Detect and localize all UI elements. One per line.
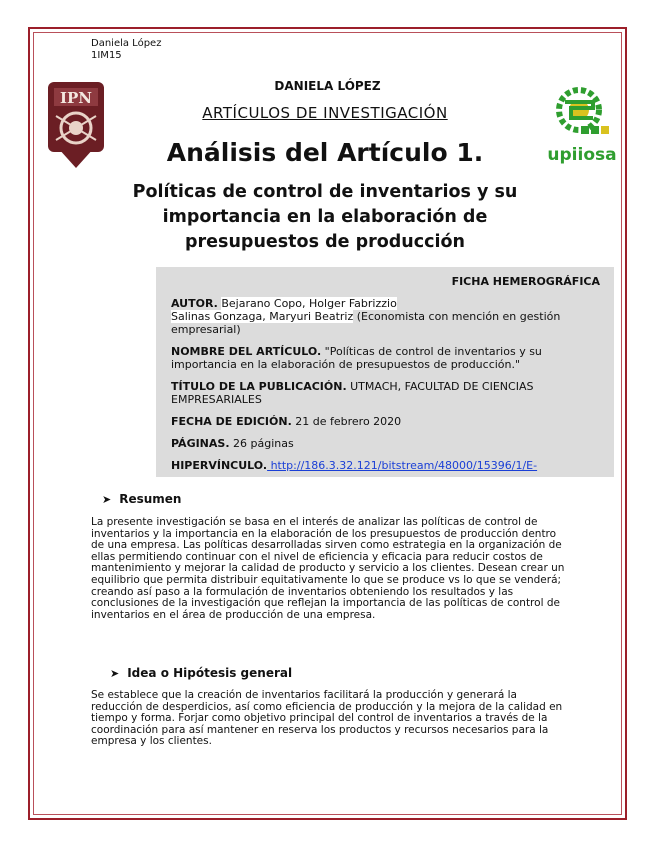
ficha-hipervinculo-label: HIPERVÍNCULO. xyxy=(171,459,268,472)
ficha-fecha-label: FECHA DE EDICIÓN. xyxy=(171,415,292,428)
ficha-fecha-value: 21 de febrero 2020 xyxy=(291,415,402,428)
arrow-bullet-icon: ➤ xyxy=(102,493,112,506)
article-subtitle: Políticas de control de inventarios y su importancia en la elaboración de presupuestos de producción xyxy=(132,182,518,252)
ficha-hemerografica-box xyxy=(156,267,614,477)
svg-text:IPN: IPN xyxy=(59,89,93,107)
ficha-autor-label: AUTOR. xyxy=(171,297,218,310)
author-group: 1IM15 xyxy=(91,50,122,61)
ficha-autor xyxy=(171,297,601,336)
idea-heading-text: Idea o Hipótesis general xyxy=(127,666,293,680)
ficha-hipervinculo xyxy=(171,459,601,472)
svg-text:upiiosa: upiiosa xyxy=(547,145,617,165)
idea-paragraph: Se establece que la creación de inventarios facilitará la producción y generará la reducción de desperdicios, así como eficiencia de producción y la mejora de la calidad en tiempo y forma. Forjar como objetivo principal del control de inventarios a través de la coordinación para así mantener en reserva los productos y recursos necesarios para la empresa y los clientes. xyxy=(91,689,563,748)
ficha-titulo-value: UTMACH, FACULTAD DE CIENCIAS EMPRESARIALES xyxy=(171,380,534,406)
student-name-heading: DANIELA LÓPEZ xyxy=(274,79,381,93)
ficha-paginas-label: PÁGINAS. xyxy=(171,437,230,450)
resumen-heading-text: Resumen xyxy=(119,492,182,506)
ficha-fecha xyxy=(171,415,601,428)
ficha-autor-value-2: Salinas Gonzaga, Maryuri Beatriz xyxy=(171,310,354,323)
section-title-text: ARTÍCULOS DE INVESTIGACIÓN xyxy=(202,104,448,122)
ficha-nombre xyxy=(171,345,601,371)
author-header xyxy=(91,38,161,62)
resumen-heading xyxy=(102,492,181,506)
ficha-nombre-label: NOMBRE DEL ARTÍCULO. xyxy=(171,345,322,358)
author-name: Daniela López xyxy=(91,38,162,49)
section-title xyxy=(0,104,650,122)
ficha-autor-value-1: Bejarano Copo, Holger Fabrizzio xyxy=(221,297,397,310)
ficha-titulo xyxy=(171,380,601,406)
ficha-nombre-value: "Políticas de control de inventarios y su importancia en la elaboración de presupuestos de producción." xyxy=(171,345,542,371)
ficha-paginas-value: 26 páginas xyxy=(229,437,294,450)
main-title: Análisis del Artículo 1. xyxy=(166,138,484,167)
resumen-paragraph: La presente investigación se basa en el interés de analizar las políticas de control de inventarios y la importancia en la elaboración de los presupuestos de producción dentro de una empresa. Las políticas desarrolladas sirven como estrategia en la organización de ellas permitiendo continuar con el nivel de eficiencia y eficacia para reducir costos de mantenimiento y mejorar la calidad de producto y servicio a los clientes. Desean crear un equilibrio que permita distribuir equitativamente lo que se produce vs lo que se venderá; creando así paso a la formulación de inventarios obteniendo los resultados y las conclusiones de la investigación que reflejan la importancia de las políticas de control de inventarios en el área de producción de una empresa. xyxy=(91,516,565,621)
ficha-paginas xyxy=(171,437,601,450)
ficha-hipervinculo-link[interactable]: http://186.3.32.121/bitstream/48000/15396/1/E- xyxy=(267,459,538,472)
idea-heading xyxy=(110,666,292,680)
ficha-title: FICHA HEMEROGRÁFICA xyxy=(451,275,600,288)
ficha-titulo-label: TÍTULO DE LA PUBLICACIÓN. xyxy=(171,380,347,393)
ficha-autor-value-3: (Economista con mención en gestión empresarial) xyxy=(171,310,561,336)
arrow-bullet-icon: ➤ xyxy=(110,667,120,680)
